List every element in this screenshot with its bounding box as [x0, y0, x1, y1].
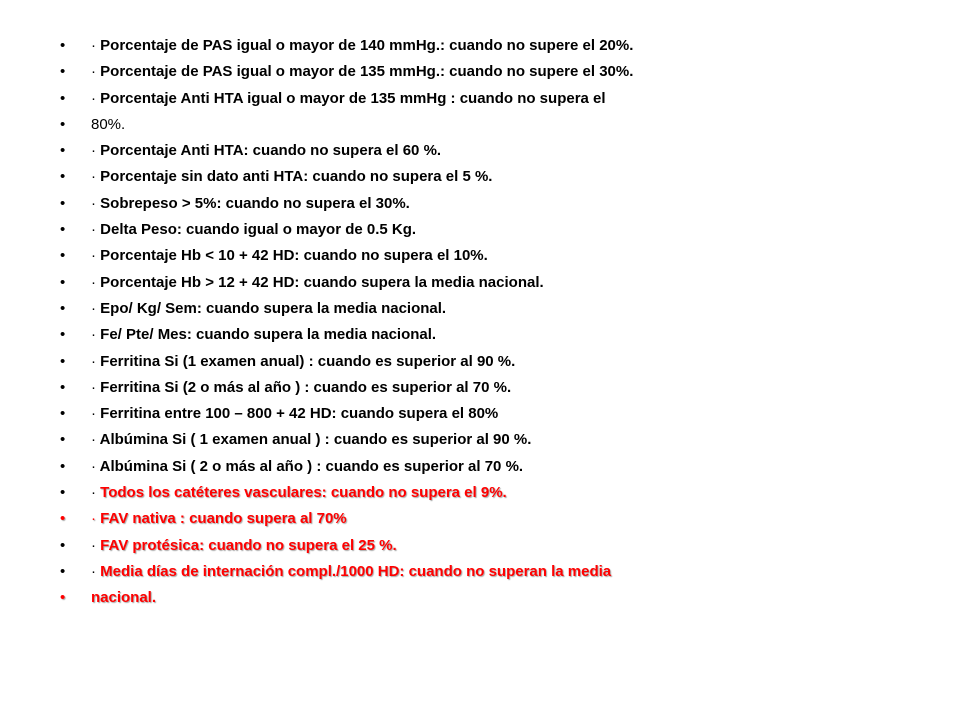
item-label: Porcentaje Anti HTA: cuando no supera el 60 %.: [100, 142, 442, 160]
item-label: Porcentaje de PAS igual o mayor de 140 mmHg.: cuando no supere el 20%.: [100, 37, 634, 54]
list-item-text: [91, 585, 156, 611]
prefix-dot: ·: [91, 247, 96, 265]
bullet-icon: •: [60, 299, 66, 317]
bullet-icon: •: [60, 142, 66, 160]
list-item: [60, 506, 940, 532]
item-label-highlighted: nacional.: [91, 589, 157, 607]
bullet-icon: •: [60, 589, 66, 607]
list-item-text: [91, 296, 446, 322]
bullet-icon: •: [60, 247, 66, 265]
prefix-dot: ·: [91, 484, 96, 502]
item-label: Porcentaje sin dato anti HTA: cuando no supera el 5 %.: [100, 168, 493, 186]
list-item-text: [91, 59, 633, 85]
item-label: Porcentaje Hb > 12 + 42 HD: cuando supera la media nacional.: [100, 273, 544, 291]
prefix-dot: ·: [91, 562, 96, 580]
bullet-icon: •: [60, 89, 66, 107]
list-item-text: [91, 112, 125, 138]
list-item: [60, 401, 940, 427]
item-label: Porcentaje de PAS igual o mayor de 135 mmHg.: cuando no supere el 30%.: [100, 63, 634, 81]
item-label: Sobrepeso > 5%: cuando no supera el 30%.: [100, 194, 410, 212]
item-label-highlighted: Media días de internación compl./1000 HD: cuando no superan la media: [100, 562, 612, 580]
prefix-dot: ·: [91, 142, 96, 160]
item-label-highlighted: Todos los catéteres vasculares: cuando no supera el 9%.: [100, 484, 507, 502]
list-item-text: [91, 480, 507, 506]
list-item-text: [91, 559, 611, 585]
bullet-list: [60, 33, 940, 612]
list-item: [60, 559, 940, 585]
list-item: [60, 349, 940, 375]
list-item-text: [91, 454, 523, 480]
list-item-text: [91, 506, 347, 532]
list-item: [60, 454, 940, 480]
item-label: Porcentaje Hb < 10 + 42 HD: cuando no supera el 10%.: [100, 247, 488, 265]
prefix-dot: ·: [91, 352, 96, 370]
prefix-dot: ·: [91, 273, 96, 291]
bullet-icon: •: [60, 405, 66, 423]
list-item: [60, 480, 940, 506]
list-item: [60, 243, 940, 269]
list-item: [60, 217, 940, 243]
list-item: [60, 296, 940, 322]
prefix-dot: ·: [91, 326, 96, 344]
prefix-dot: ·: [91, 510, 96, 528]
bullet-icon: •: [60, 378, 66, 396]
list-item-text: [91, 191, 410, 217]
list-item: [60, 427, 940, 453]
list-item: [60, 33, 940, 59]
item-label-highlighted: FAV protésica: cuando no supera el 25 %.: [100, 536, 397, 554]
bullet-icon: •: [60, 326, 66, 344]
item-label: Porcentaje Anti HTA igual o mayor de 135 mmHg : cuando no supera el: [100, 89, 606, 107]
bullet-icon: •: [60, 457, 66, 475]
bullet-icon: •: [60, 536, 66, 554]
list-item: [60, 533, 940, 559]
list-item-text: [91, 533, 397, 559]
item-label: 80%.: [91, 115, 126, 133]
list-item: [60, 585, 940, 611]
item-label: Fe/ Pte/ Mes: cuando supera la media nacional.: [100, 326, 437, 344]
item-label: Albúmina Si ( 1 examen anual ) : cuando es superior al 90 %.: [99, 431, 532, 449]
prefix-dot: ·: [91, 37, 96, 54]
bullet-icon: •: [60, 273, 66, 291]
item-label: Ferritina Si (2 o más al año ) : cuando es superior al 70 %.: [100, 378, 512, 396]
bullet-icon: •: [60, 510, 66, 528]
item-label-highlighted: FAV nativa : cuando supera al 70%: [100, 510, 347, 528]
list-item: [60, 112, 940, 138]
list-item-text: [91, 401, 498, 427]
bullet-icon: •: [60, 194, 66, 212]
item-label: Ferritina Si (1 examen anual) : cuando es superior al 90 %.: [100, 352, 516, 370]
prefix-dot: ·: [91, 221, 96, 239]
prefix-dot: ·: [91, 378, 96, 396]
prefix-dot: ·: [91, 405, 96, 423]
bullet-icon: •: [60, 431, 66, 449]
prefix-dot: ·: [91, 299, 96, 317]
prefix-dot: ·: [91, 194, 96, 212]
list-item: [60, 86, 940, 112]
list-item-text: [91, 138, 441, 164]
item-label: Epo/ Kg/ Sem: cuando supera la media nacional.: [100, 299, 447, 317]
bullet-icon: •: [60, 63, 66, 81]
list-item: [60, 322, 940, 348]
bullet-icon: •: [60, 352, 66, 370]
list-item: [60, 59, 940, 85]
list-item: [60, 375, 940, 401]
list-item-text: [91, 217, 416, 243]
list-item: [60, 164, 940, 190]
prefix-dot: ·: [91, 536, 96, 554]
bullet-icon: •: [60, 37, 66, 54]
list-item-text: [91, 164, 492, 190]
list-item-text: [91, 270, 544, 296]
bullet-icon: •: [60, 562, 66, 580]
bullet-icon: •: [60, 221, 66, 239]
list-item-text: [91, 322, 436, 348]
prefix-dot: ·: [91, 63, 96, 81]
bullet-icon: •: [60, 168, 66, 186]
item-label: Ferritina entre 100 – 800 + 42 HD: cuando supera el 80%: [100, 405, 499, 423]
bullet-icon: •: [60, 115, 66, 133]
prefix-dot: ·: [91, 457, 96, 475]
list-item-text: [91, 243, 488, 269]
list-item-text: [91, 427, 531, 453]
item-label: Albúmina Si ( 2 o más al año ) : cuando es superior al 70 %.: [99, 457, 524, 475]
prefix-dot: ·: [91, 431, 96, 449]
list-item: [60, 138, 940, 164]
list-item-text: [91, 375, 511, 401]
item-label: Delta Peso: cuando igual o mayor de 0.5 Kg.: [100, 221, 417, 239]
list-item-text: [91, 349, 515, 375]
bullet-icon: •: [60, 484, 66, 502]
list-item-text: [91, 86, 606, 112]
list-item-text: [91, 33, 633, 59]
prefix-dot: ·: [91, 89, 96, 107]
list-item: [60, 191, 940, 217]
list-item: [60, 270, 940, 296]
prefix-dot: ·: [91, 168, 96, 186]
